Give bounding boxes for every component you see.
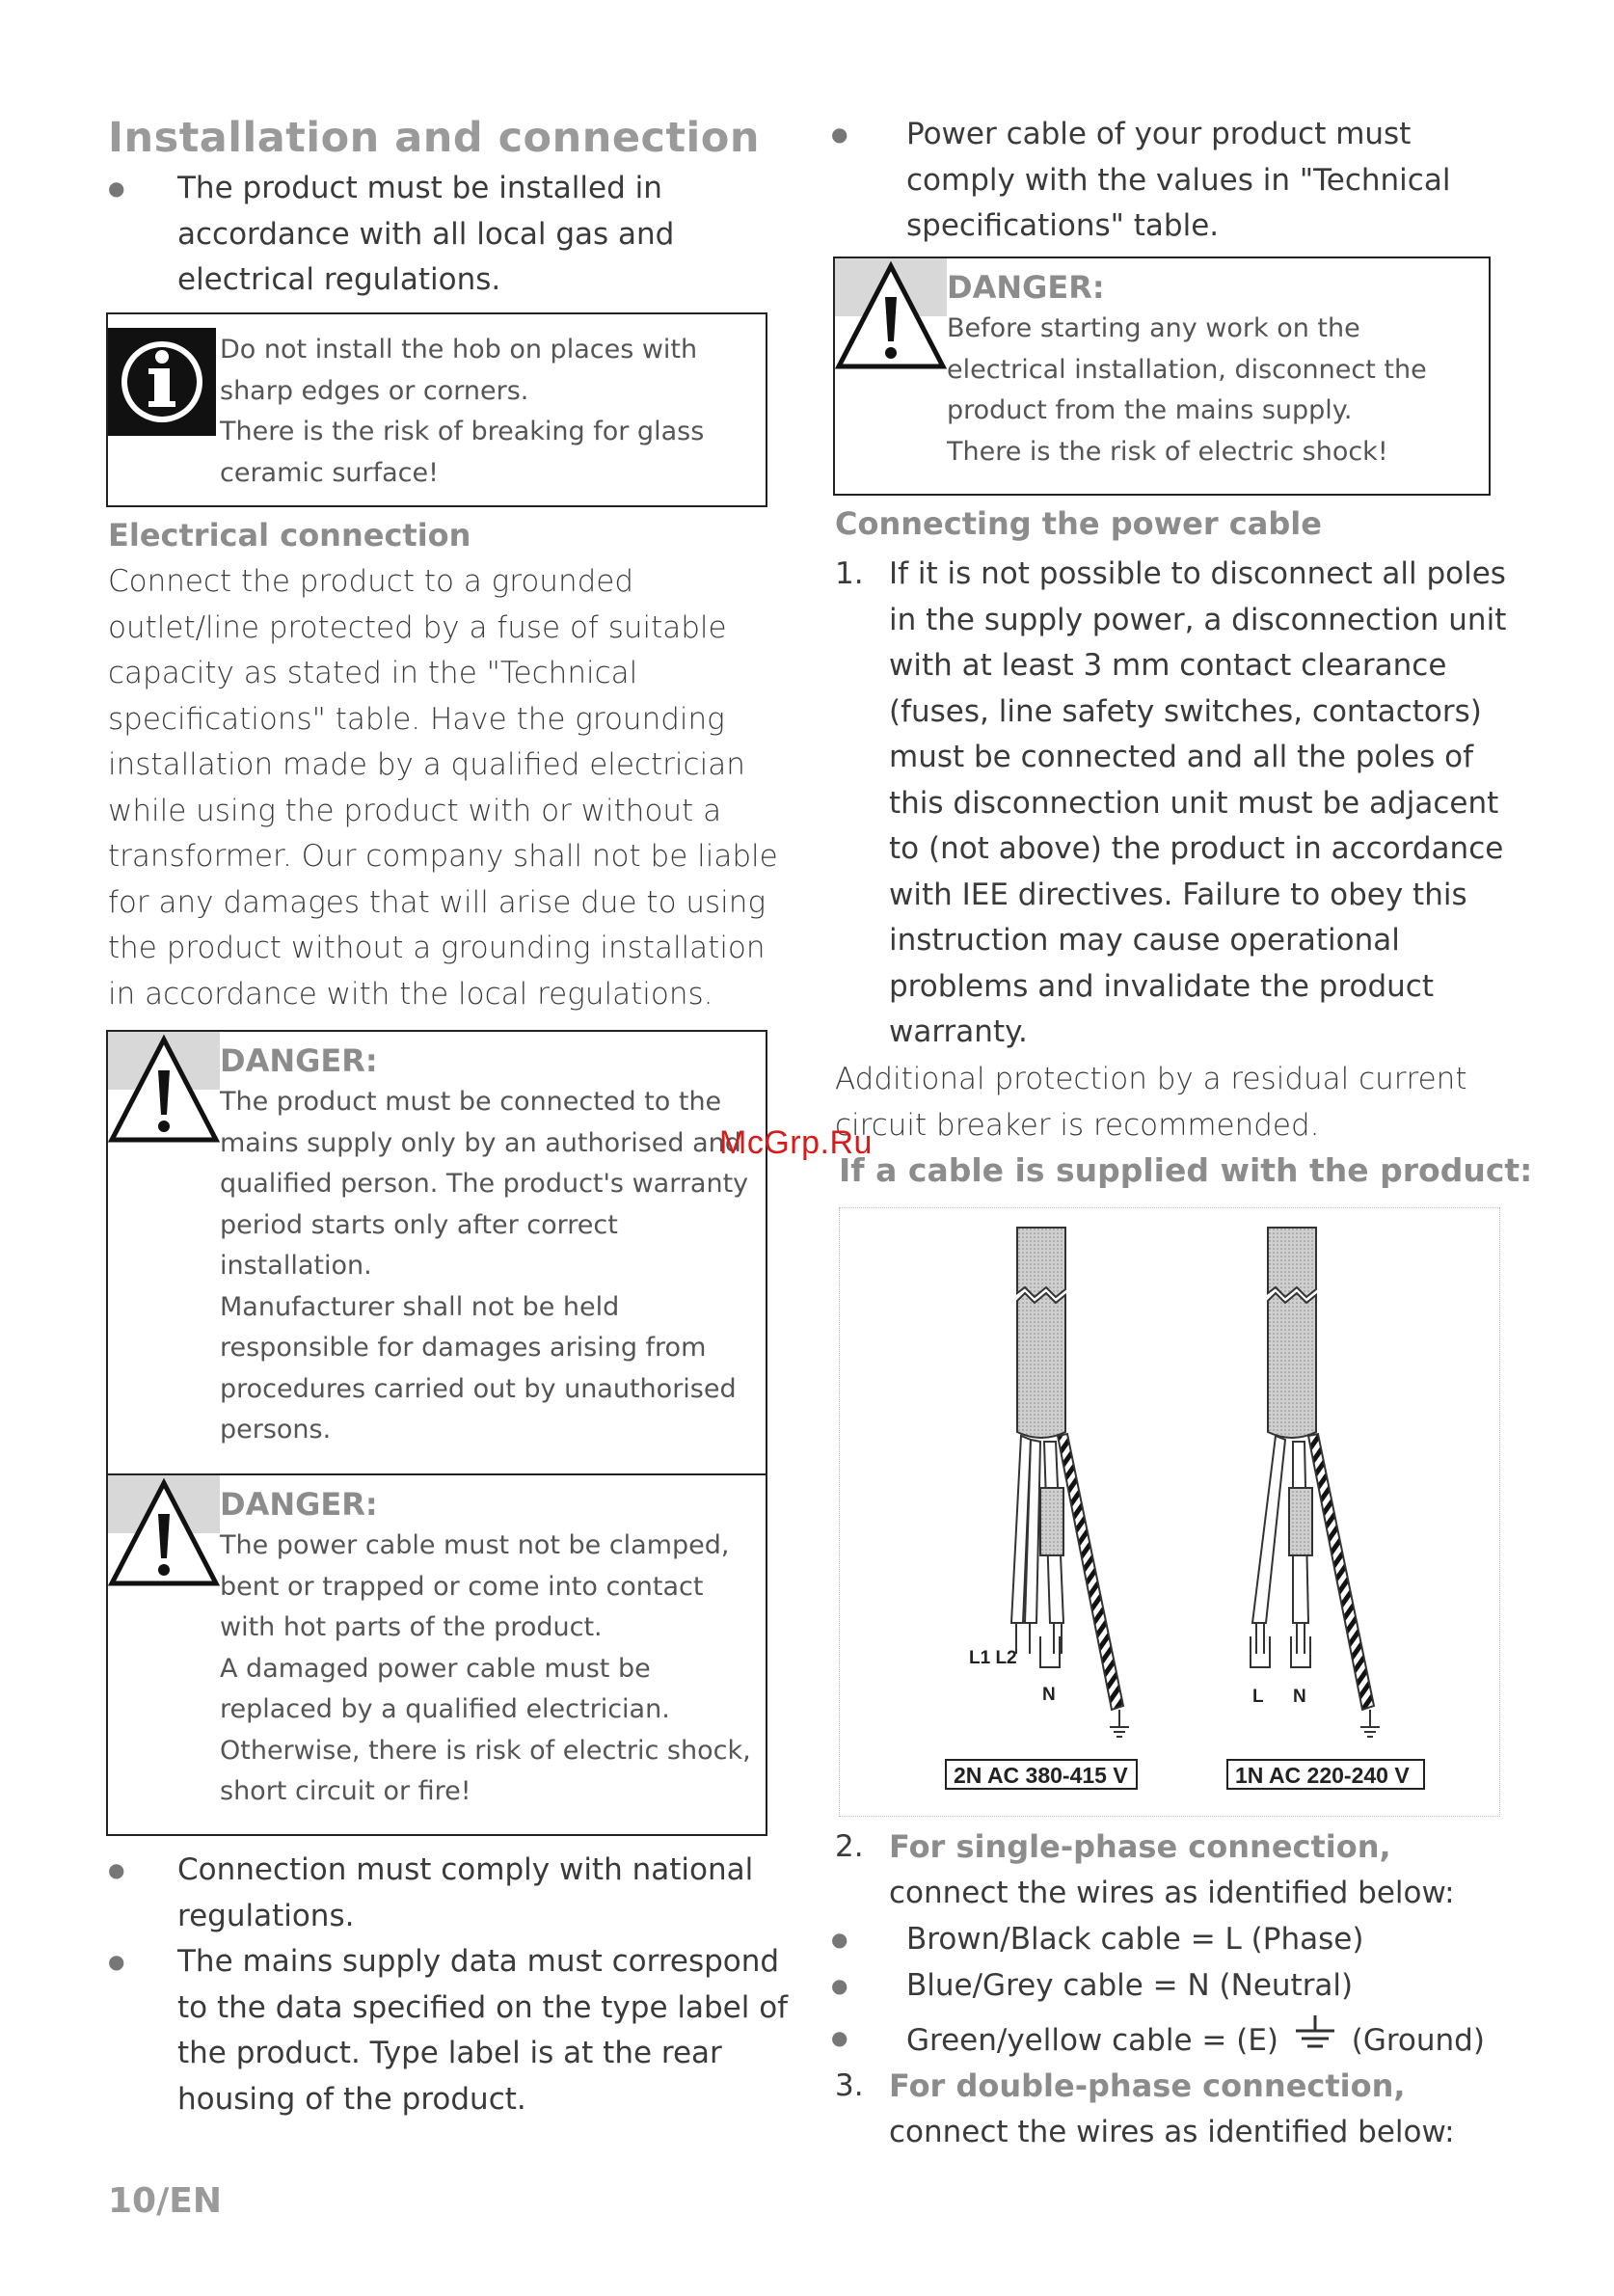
line: with hot parts of the product. xyxy=(220,1612,603,1642)
info-box xyxy=(106,312,767,507)
electrical-paragraph xyxy=(108,559,802,1017)
line: Connection must comply with national xyxy=(177,1852,754,1887)
line: for any damages that will arise due to using xyxy=(108,884,767,920)
danger-title: DANGER: xyxy=(947,269,1105,306)
line: procedures carried out by unauthorised xyxy=(220,1373,737,1404)
watermark: McGrp.Ru xyxy=(719,1124,873,1161)
bullet-mains-supply xyxy=(108,1939,802,2124)
line: electrical installation, disconnect the xyxy=(947,354,1427,385)
wire-text: Green/yellow cable = (E) xyxy=(906,2022,1279,2058)
line: qualified person. The product's warranty xyxy=(220,1169,749,1199)
bullet-text: Brown/Black cable = L (Phase) xyxy=(906,1922,1364,1957)
line: comply with the values in "Technical xyxy=(906,162,1451,198)
line: to the data specified on the type label of xyxy=(177,1989,789,2025)
subheading-power-cable: Connecting the power cable xyxy=(835,505,1322,542)
step-number: 1. xyxy=(835,556,864,591)
line: must be connected and all the poles of xyxy=(889,740,1473,774)
line: specifications" table. xyxy=(906,208,1220,243)
line: problems and invalidate the product xyxy=(889,968,1434,1004)
ground-symbol-icon xyxy=(1360,1710,1380,1737)
bullet-text: Blue/Grey cable = N (Neutral) xyxy=(906,1968,1354,2003)
line: Connect the product to a grounded xyxy=(108,564,634,599)
line: the product without a grounding installation xyxy=(108,931,766,965)
line: regulations. xyxy=(177,1898,355,1933)
line: replaced by a qualified electrician. xyxy=(220,1694,670,1724)
line: Before starting any work on the xyxy=(947,313,1360,343)
line: The mains supply data must correspond xyxy=(177,1944,780,1979)
bullet-dot: ● xyxy=(108,1858,125,1881)
line: ceramic surface! xyxy=(220,457,439,488)
label-n: N xyxy=(1042,1685,1056,1705)
bullet-dot: ● xyxy=(831,1928,848,1951)
line: in the supply power, a disconnection unit xyxy=(889,602,1507,637)
label-voltage-1phase: 1N AC 220-240 V xyxy=(1235,1763,1410,1788)
bullet-wire-blue xyxy=(831,1963,1525,2010)
bullet-wire-brown xyxy=(831,1917,1525,1963)
bullet-dot: ● xyxy=(108,1950,125,1973)
line: in accordance with the local regulations. xyxy=(108,976,713,1012)
line: If it is not possible to disconnect all poles xyxy=(889,556,1506,591)
line: installation made by a qualified electrician xyxy=(108,747,745,782)
line: persons. xyxy=(220,1415,332,1445)
bullet-text xyxy=(177,166,674,304)
line: accordance with all local gas and xyxy=(177,216,675,252)
step-text xyxy=(889,2064,1455,2155)
line: the product. Type label is at the rear xyxy=(177,2036,722,2070)
bullet-dot: ● xyxy=(831,2026,848,2049)
line: transformer. Our company shall not be liable xyxy=(108,839,778,874)
danger-box-authorised xyxy=(106,1030,767,1475)
bullet-national xyxy=(108,1848,802,1940)
danger-text xyxy=(220,1483,751,1813)
step-title: For single-phase connection, xyxy=(889,1828,1391,1865)
line: period starts only after correct xyxy=(220,1209,618,1240)
danger-text xyxy=(220,1040,748,1451)
bullet-wire-green xyxy=(831,2015,1525,2062)
cable-3phase xyxy=(946,1228,1137,1789)
label-voltage-3phase: 2N AC 380-415 V xyxy=(954,1763,1128,1788)
cable-1phase xyxy=(1227,1228,1424,1789)
line: Power cable of your product must xyxy=(906,117,1412,151)
label-l1l2: L1 L2 xyxy=(969,1648,1017,1668)
bullet-dot: ● xyxy=(831,1974,848,1997)
line: specifications" table. Have the grounding xyxy=(108,701,725,737)
info-text xyxy=(220,330,704,494)
additional-protection xyxy=(835,1057,1529,1148)
line: Additional protection by a residual current xyxy=(835,1062,1467,1096)
label-l: L xyxy=(1252,1687,1264,1707)
line: The power cable must not be clamped, xyxy=(220,1530,730,1560)
warning-triangle-icon xyxy=(108,1475,220,1593)
line: while using the product with or without a xyxy=(108,793,722,828)
line: warranty. xyxy=(889,1014,1028,1049)
line: electrical regulations. xyxy=(177,262,501,297)
line: Manufacturer shall not be held xyxy=(220,1291,620,1322)
subheading-electrical: Electrical connection xyxy=(108,517,471,554)
line: with at least 3 mm contact clearance xyxy=(889,648,1447,683)
line: product from the mains supply. xyxy=(947,395,1353,425)
wire-text: (Ground) xyxy=(1351,2022,1485,2058)
line: The product must be connected to the xyxy=(220,1087,722,1117)
bullet-dot: ● xyxy=(831,122,848,146)
line: mains supply only by an authorised and xyxy=(220,1127,741,1158)
bullet-text xyxy=(177,1848,753,1939)
line: to (not above) the product in accordance xyxy=(889,831,1504,866)
line: capacity as stated in the "Technical xyxy=(108,656,638,690)
step-title: For double-phase connection, xyxy=(889,2067,1406,2104)
line: A damaged power cable must be xyxy=(220,1653,651,1684)
info-icon xyxy=(108,328,216,436)
line: connect the wires as identified below: xyxy=(889,1875,1455,1910)
line: There is the risk of breaking for glass xyxy=(220,417,705,446)
line: Do not install the hob on places with xyxy=(220,335,698,365)
warning-triangle-icon xyxy=(108,1032,220,1149)
line: The product must be installed in xyxy=(177,171,662,205)
line: sharp edges or corners. xyxy=(220,375,529,406)
bullet-text xyxy=(177,1939,788,2122)
danger-title: DANGER: xyxy=(220,1486,378,1523)
bullet-installation xyxy=(108,166,783,311)
danger-box-cable xyxy=(106,1473,767,1836)
line: responsible for damages arising from xyxy=(220,1333,707,1363)
step-number: 3. xyxy=(835,2068,864,2103)
line: installation. xyxy=(220,1251,372,1281)
subheading-cable-supplied: If a cable is supplied with the product: xyxy=(839,1151,1533,1189)
section-heading: Installation and connection xyxy=(108,114,760,162)
line: circuit breaker is recommended. xyxy=(835,1107,1320,1143)
line: short circuit or fire! xyxy=(220,1776,471,1806)
ground-symbol-icon xyxy=(1110,1710,1129,1737)
bullet-power-cable xyxy=(831,112,1506,257)
line: (fuses, line safety switches, contactors) xyxy=(889,693,1482,729)
cable-wiring-diagram xyxy=(839,1207,1500,1817)
line: bent or trapped or come into contact xyxy=(220,1571,704,1602)
line: with IEE directives. Failure to obey this xyxy=(889,877,1467,912)
step-text xyxy=(889,552,1506,1056)
line: There is the risk of electric shock! xyxy=(947,436,1388,467)
step-2 xyxy=(835,1824,1529,1917)
warning-triangle-icon xyxy=(835,258,947,376)
danger-title: DANGER: xyxy=(220,1042,378,1079)
step-number: 2. xyxy=(835,1829,864,1864)
line: Otherwise, there is risk of electric shock, xyxy=(220,1735,751,1766)
line: instruction may cause operational xyxy=(889,923,1400,958)
ground-symbol-icon xyxy=(1294,2015,1336,2068)
bullet-text xyxy=(906,112,1450,250)
step-text xyxy=(889,1824,1455,1916)
step-3 xyxy=(835,2064,1529,2156)
bullet-text xyxy=(906,2015,1485,2068)
label-n: N xyxy=(1293,1687,1306,1707)
page-number: 10/EN xyxy=(108,2181,222,2221)
line: connect the wires as identified below: xyxy=(889,2114,1455,2149)
bullet-dot: ● xyxy=(108,176,125,200)
step-1 xyxy=(835,552,1529,1063)
danger-box-mains xyxy=(833,257,1491,496)
danger-text xyxy=(947,266,1427,473)
line: this disconnection unit must be adjacent xyxy=(889,785,1499,821)
line: outlet/line protected by a fuse of suitable xyxy=(108,609,727,645)
line: housing of the product. xyxy=(177,2081,526,2117)
